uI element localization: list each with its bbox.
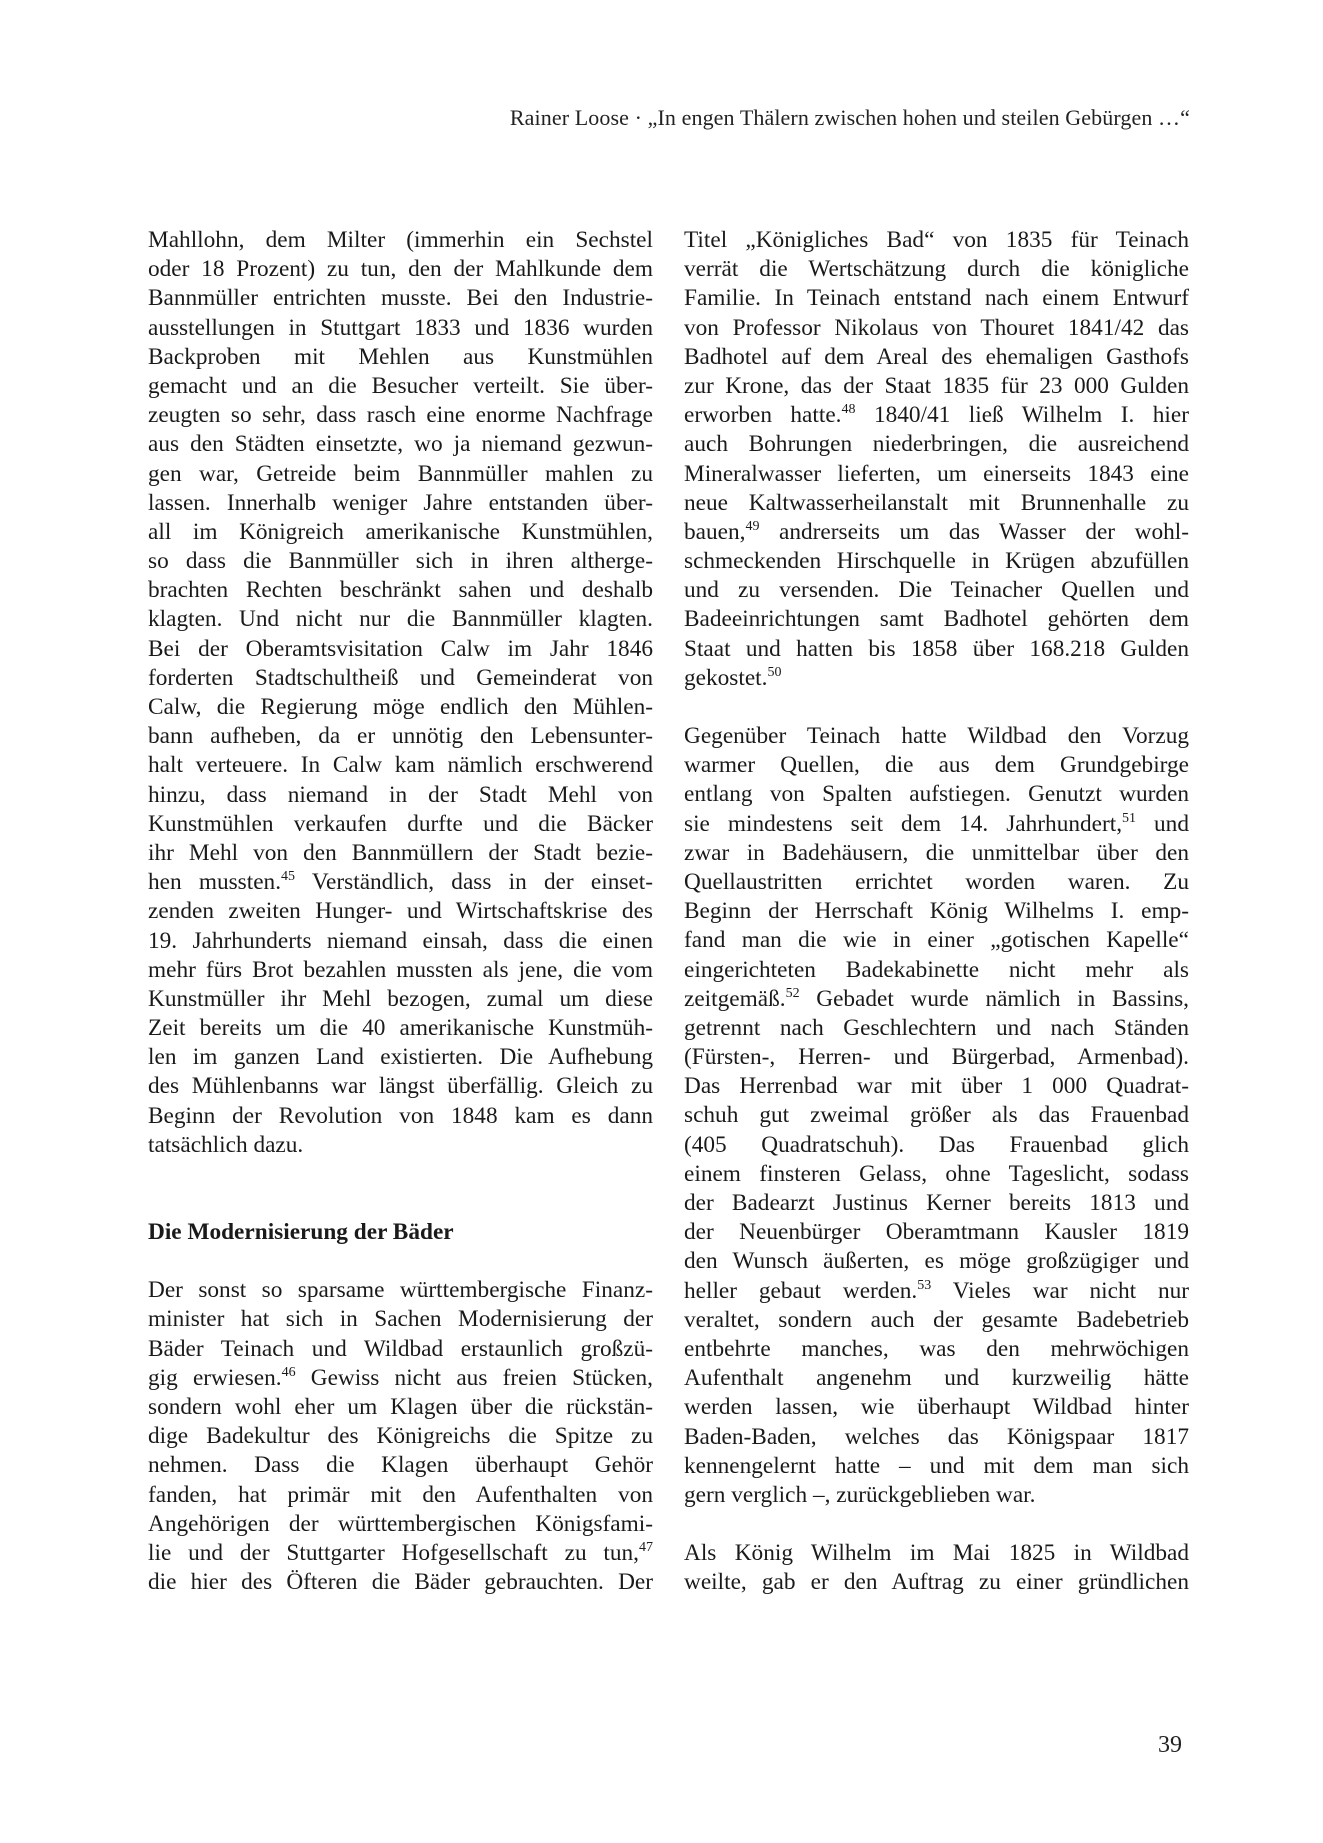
text-line: gern verglich –, zurückgeblieben war. [684, 1481, 1036, 1508]
text-fragment: Gebadet wurde nämlich in Bassins, [799, 985, 1189, 1012]
text-line: mehr fürs Brot bezahlen mussten als jene, die vom [148, 956, 653, 983]
text-line: Mineralwasser lieferten, um einerseits 1843 eine [684, 460, 1189, 487]
text-line: von Professor Nikolaus von Thouret 1841/42 das [684, 314, 1189, 341]
text-line: all im Königreich amerikanische Kunstmühlen, [148, 518, 653, 545]
text-line: ihr Mehl von den Bannmüllern der Stadt bezie- [148, 839, 653, 866]
text-line: tatsächlich dazu. [148, 1131, 304, 1158]
text-line: der Badearzt Justinus Kerner bereits 1813 und [684, 1190, 1189, 1216]
text-line: 19. Jahrhunderts niemand einsah, dass die einen [148, 927, 653, 954]
text-line: Kunstmüller ihr Mehl bezogen, zumal um diese [148, 985, 653, 1012]
text-line: Gegenüber Teinach hatte Wildbad den Vorzug [684, 723, 1189, 749]
text-line: und zu versenden. Die Teinacher Quellen und [684, 577, 1189, 604]
text-line: weilte, gab er den Auftrag zu einer gründlichen [684, 1569, 1189, 1596]
text-line: Kunstmühlen verkaufen durfte und die Bäcker [148, 810, 653, 837]
text-line: (Fürsten-, Herren- und Bürgerbad, Armenbad). [684, 1044, 1189, 1071]
text-line: warmer Quellen, die aus dem Grundgebirge [684, 752, 1189, 779]
paragraph [684, 722, 1189, 810]
text-line: halt verteuere. In Calw kam nämlich erschwerend [148, 752, 653, 779]
footnote-ref-48[interactable]: 48 [841, 402, 856, 418]
paragraph [148, 1276, 653, 1364]
text-line: Beginn der Revolution von 1848 kam es dann [148, 1102, 653, 1129]
text-line: getrennt nach Geschlechtern und nach Ständen [684, 1014, 1189, 1041]
text-fragment: Vieles war nicht nur [931, 1277, 1189, 1304]
text-line: gemacht und an die Besucher verteilt. Sie über- [148, 372, 653, 399]
text-line: schuh gut zweimal größer als das Frauenbad [684, 1102, 1189, 1129]
paragraph [684, 430, 1189, 518]
text-line: Titel „Königliches Bad“ von 1835 für Teinach [684, 227, 1189, 253]
text-line: Calw, die Regierung möge endlich den Mühlen- [148, 694, 653, 720]
text-line: minister hat sich in Sachen Modernisierung der [148, 1306, 653, 1333]
paragraph [148, 1393, 653, 1539]
paragraph [684, 1014, 1189, 1277]
text-line: zeugten so sehr, dass rasch eine enorme Nachfrage [148, 402, 653, 429]
text-line: Bei der Oberamtsvisitation Calw im Jahr 1846 [148, 635, 653, 662]
text-line: einem finsteren Gelass, ohne Tageslicht, sodass [684, 1160, 1189, 1187]
text-line: Bannmüller entrichten musste. Bei den Industrie- [148, 285, 653, 312]
text-line: des Mühlenbanns war längst überfällig. Gleich zu [148, 1073, 653, 1100]
paragraph [684, 839, 1189, 985]
text-fragment: bauen, [684, 518, 746, 545]
paragraph [684, 226, 1189, 401]
text-fragment: sie mindestens seit dem 14. Jahrhundert, [684, 810, 1123, 837]
footnote-ref-51[interactable]: 51 [1122, 810, 1137, 826]
text-line: Badhotel auf dem Areal des ehemaligen Gasthofs [684, 343, 1189, 370]
text-line: fand man die wie in einer „gotischen Kapelle“ [684, 927, 1189, 954]
text-line: Der sonst so sparsame württembergische Finanz- [148, 1277, 653, 1304]
footnote-ref-53[interactable]: 53 [917, 1277, 932, 1293]
footnote-ref-50[interactable]: 50 [767, 664, 782, 680]
text-fragment: Verständlich, dass in der einset- [295, 869, 653, 896]
text-line: Zeit bereits um die 40 amerikanische Kunstmüh- [148, 1015, 653, 1042]
text-fragment: 1840/41 ließ Wilhelm I. hier [855, 402, 1189, 429]
text-line: Beginn der Herrschaft König Wilhelms I. emp- [684, 898, 1189, 925]
text-fragment: heller gebaut werden. [684, 1277, 918, 1304]
text-line: kennengelernt hatte – und mit dem man sich [684, 1452, 1189, 1479]
text-line: den Wunsch äußerten, es möge großzügiger und [684, 1248, 1189, 1275]
text-line: forderten Stadtschultheiß und Gemeinderat von [148, 664, 653, 691]
footnote-ref-46[interactable]: 46 [281, 1364, 296, 1380]
text-line: Als König Wilhelm im Mai 1825 in Wildbad [684, 1540, 1189, 1567]
text-line: Mahllohn, dem Milter (immerhin ein Sechstel [148, 227, 653, 253]
footnote-ref-47[interactable]: 47 [639, 1539, 653, 1555]
footnote-ref-49[interactable]: 49 [745, 518, 760, 534]
text-line: neue Kaltwasserheilanstalt mit Brunnenhalle zu [684, 489, 1189, 516]
text-line: der Neuenbürger Oberamtmann Kausler 1819 [684, 1219, 1189, 1246]
text-line: Badeeinrichtungen samt Badhotel gehörten dem [684, 606, 1189, 633]
text-line: dige Badekultur des Königreichs die Spitze zu [148, 1423, 653, 1450]
text-line [684, 401, 1189, 430]
text-line [148, 1539, 653, 1568]
text-line: ausstellungen in Stuttgart 1833 und 1836 wurden [148, 314, 653, 341]
text-line: lassen. Innerhalb weniger Jahre entstanden über- [148, 489, 653, 516]
text-line: gen war, Getreide beim Bannmüller mahlen zu [148, 460, 653, 487]
text-line: zwar in Badehäusern, die unmittelbar über den [684, 839, 1189, 866]
text-line: auch Bohrungen niederbringen, die ausreichend [684, 431, 1189, 458]
text-line [148, 1364, 653, 1393]
text-line: hinzu, dass niemand in der Stadt Mehl von [148, 781, 653, 808]
text-fragment: Gewiss nicht aus freien Stücken, [295, 1364, 653, 1391]
text-line [684, 518, 1189, 547]
text-line: eingerichteten Badekabinette nicht mehr als [684, 956, 1189, 983]
page-number: 39 [1158, 1732, 1182, 1758]
text-fragment: andrerseits um das Wasser der wohl- [759, 518, 1189, 545]
text-line: Aufenthalt angenehm und kurzweilig hätte [684, 1365, 1189, 1392]
text-line: zenden zweiten Hunger- und Wirtschaftskrise des [148, 898, 653, 925]
text-line: so dass die Bannmüller sich in ihren althergе- [148, 548, 653, 575]
text-fragment: lie und der Stuttgarter Hofgesellschaft zu tun, [148, 1539, 639, 1566]
text-line: len im ganzen Land existierten. Die Aufhebung [148, 1044, 653, 1071]
text-line: bann aufheben, da er unnötig den Lebensunter- [148, 723, 653, 750]
text-fragment: hen mussten. [148, 869, 282, 896]
paragraph [148, 226, 653, 868]
text-line: entbehrte manches, was den mehrwöchigen [684, 1335, 1189, 1362]
text-line: Bäder Teinach und Wildbad erstaunlich großzü- [148, 1335, 653, 1362]
text-line: Angehörigen der württembergischen Königsfami- [148, 1510, 653, 1537]
text-line [684, 810, 1189, 839]
text-line: Das Herrenbad war mit über 1 000 Quadrat- [684, 1073, 1189, 1100]
left-column [148, 226, 653, 1597]
text-line: klagten. Und nicht nur die Bannmüller klagten. [148, 606, 653, 633]
text-line: veraltet, sondern auch der gesamte Badebetrieb [684, 1306, 1189, 1333]
footnote-ref-45[interactable]: 45 [281, 869, 296, 885]
text-line: Backproben mit Mehlen aus Kunstmühlen [148, 343, 653, 370]
text-fragment: gekostet. [684, 664, 768, 691]
paragraph [684, 547, 1189, 664]
text-line: Baden-Baden, welches das Königspaar 1817 [684, 1423, 1189, 1450]
text-line: fanden, hat primär mit den Aufenthalten von [148, 1481, 653, 1508]
paragraph [684, 1306, 1189, 1481]
text-fragment: und [1136, 810, 1189, 837]
section-heading: Die Modernisierung der Bäder [148, 1219, 454, 1245]
text-line: oder 18 Prozent) zu tun, den der Mahlkunde dem [148, 256, 653, 283]
text-line: verrät die Wertschätzung durch die königliche [684, 256, 1189, 283]
text-line: nehmen. Dass die Klagen überhaupt Gehör [148, 1452, 653, 1479]
text-line: (405 Quadratschuh). Das Frauenbad glich [684, 1131, 1189, 1158]
text-fragment: gig erwiesen. [148, 1364, 282, 1391]
text-line: Quellaustritten errichtet worden waren. Zu [684, 868, 1189, 895]
text-line: werden lassen, wie überhaupt Wildbad hinter [684, 1394, 1189, 1421]
text-line: die hier des Öfteren die Bäder gebrauchten. Der [148, 1569, 653, 1596]
text-line: Staat und hatten bis 1858 über 168.218 Gulden [684, 635, 1189, 662]
text-line: entlang von Spalten aufstiegen. Genutzt wurden [684, 781, 1189, 808]
text-line: schmeckenden Hirschquelle in Krügen abzufüllen [684, 548, 1189, 575]
paragraph [684, 1539, 1189, 1597]
right-column [684, 226, 1189, 1597]
text-line [684, 664, 1189, 693]
text-fragment: erworben hatte. [684, 402, 842, 429]
text-line [684, 1277, 1189, 1306]
paragraph [148, 897, 653, 1131]
text-line [148, 868, 653, 897]
running-head: Rainer Loose · „In engen Thälern zwischen hohen und steilen Gebürgen …“ [509, 105, 1190, 130]
text-line: zur Krone, das der Staat 1835 für 23 000 Gulden [684, 372, 1189, 399]
text-fragment: zeitgemäß. [684, 985, 786, 1012]
text-line: brachten Rechten beschränkt sahen und deshalb [148, 577, 653, 604]
text-line: sondern wohl eher um Klagen über die rückstän- [148, 1393, 653, 1420]
footnote-ref-52[interactable]: 52 [785, 985, 800, 1001]
text-line: Familie. In Teinach entstand nach einem Entwurf [684, 285, 1189, 312]
text-line [684, 985, 1189, 1014]
text-line: aus den Städten einsetzte, wo ja niemand gezwun- [148, 431, 653, 458]
